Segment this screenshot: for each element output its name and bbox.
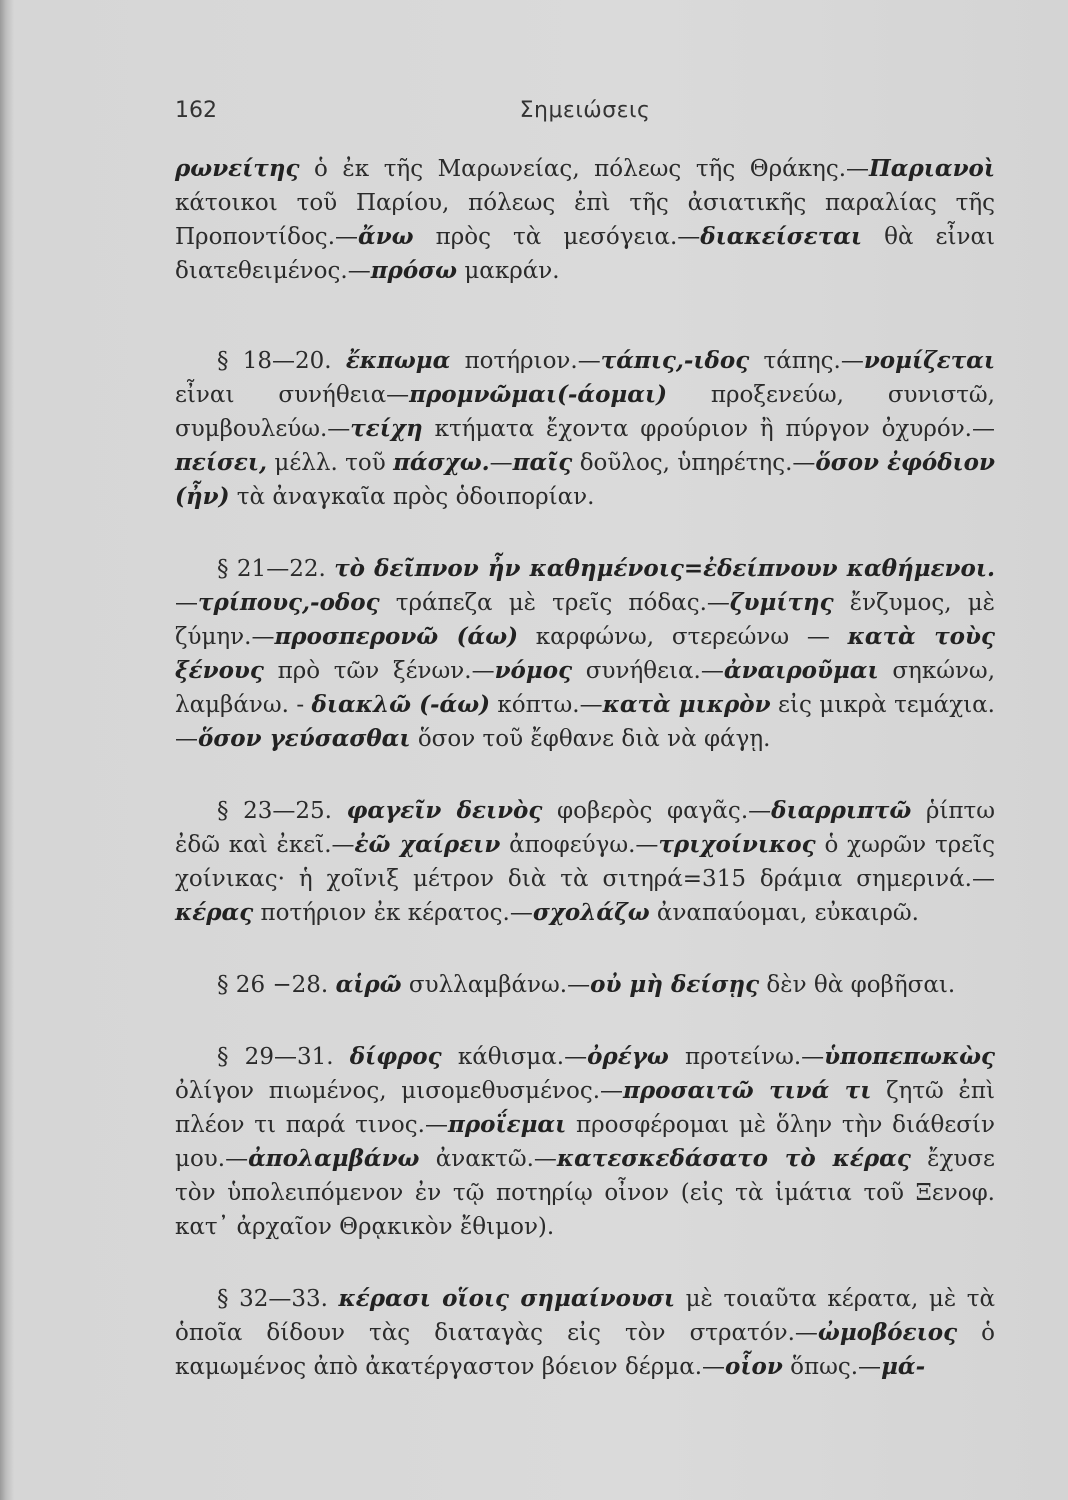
gloss-text: ὀλίγον πιωμένος, μισομεθυσμένος.— (175, 1078, 624, 1104)
gloss-text: ζητῶ ἐπὶ πλέον τι παρά τινος.— (175, 1078, 995, 1138)
glossed-term: νομίζεται (863, 347, 995, 374)
gloss-text: πρὸ τῶν ξένων.— (263, 658, 495, 684)
page-header (175, 98, 995, 132)
glossed-term: φαγεῖν δεινὸς (346, 797, 543, 824)
note-section-32-33 (175, 1282, 995, 1384)
gloss-text: μακράν. (457, 258, 560, 284)
page-number: 162 (175, 98, 217, 123)
glossed-term: προσπερονῶ (άω) (274, 623, 519, 650)
glossed-term: οἷον (725, 1353, 783, 1380)
glossed-term: διαρριπτῶ (771, 797, 912, 824)
gloss-text: εἶναι συνήθεια— (175, 382, 410, 408)
note-section-23-25 (175, 794, 995, 930)
glossed-term: κατὰ τοὺς ξένους (175, 623, 995, 684)
gloss-text: ποτήριον ἐκ κέρατος.— (253, 900, 533, 926)
glossed-term: ὠμοβόειος (817, 1319, 958, 1346)
glossed-term: μά- (881, 1353, 926, 1380)
glossed-term: ὀρέγω (587, 1043, 669, 1070)
note-section-18-20 (175, 344, 995, 514)
glossed-term: διακείσεται (700, 223, 863, 250)
glossed-term: ὅσον γεύσασθαι (198, 725, 411, 752)
glossed-term: τρίπους,-οδος (198, 589, 380, 616)
note-section-29-31 (175, 1040, 995, 1244)
gloss-text: συνήθεια.— (572, 658, 724, 684)
gloss-text: θὰ εἶναι διατεθειμένος.— (175, 224, 995, 284)
note-paragraph (175, 152, 995, 288)
glossed-term: ἔκπωμα (345, 347, 451, 374)
glossed-term: πείσει, (175, 449, 268, 476)
gloss-text: προτείνω.— (668, 1044, 825, 1070)
notes-body (175, 152, 995, 1422)
running-title: Σημειώσεις (519, 98, 651, 123)
gloss-text: μέλλ. τοῦ (267, 450, 394, 476)
gloss-text: κόπτω.— (490, 692, 603, 718)
gloss-text: § 21—22. (217, 556, 335, 582)
gloss-text: συλλαμβάνω.— (401, 972, 591, 998)
note-section-26-28 (175, 968, 995, 1002)
gloss-text: ποτήριον.— (450, 348, 601, 374)
gloss-text: τὰ ἀναγκαῖα πρὸς ὁδοιπορίαν. (229, 484, 595, 510)
glossed-term: δίφρος (349, 1043, 442, 1070)
gloss-text: ἔχυσε τὸν ὑπολειπόμενον ἐν τῷ ποτηρίῳ οἶνον (εἰς τὰ ἱμάτια τοῦ Ξενοφ. κατ᾽ ἀρχαῖον Θρᾳκικὸν ἔθιμον). (175, 1146, 995, 1240)
glossed-term: προσαιτῶ τινά τι (623, 1077, 872, 1104)
glossed-term: ρωνείτης (175, 155, 300, 182)
glossed-term: ἀναιροῦμαι (723, 657, 879, 684)
glossed-term: πρόσω (370, 257, 458, 284)
glossed-term: Παριανοὶ (869, 155, 995, 182)
gloss-text: σηκώνω, λαμβάνω. - (175, 658, 995, 718)
glossed-term: κατὰ μικρὸν (602, 691, 771, 718)
glossed-term: κατεσκεδάσατο τὸ κέρας (556, 1145, 911, 1172)
glossed-term: προμνῶμαι(-άομαι) (409, 381, 667, 408)
glossed-term: ἐῶ χαίρειν (354, 831, 501, 858)
gloss-text: ὁ χωρῶν τρεῖς χοίνικας· ἡ χοῖνιξ μέτρον διὰ τὰ σιτηρά=315 δράμια σημερινά.— (175, 832, 996, 892)
gloss-text: μὲ τοιαῦτα κέρατα, μὲ τὰ ὁποῖα δίδουν τὰς διαταγὰς εἰς τὸν στρατόν.— (175, 1286, 996, 1346)
gloss-text: κάτοικοι τοῦ Παρίου, πόλεως ἐπὶ τῆς ἀσιατικῆς παραλίας τῆς Προποντίδος.— (175, 190, 995, 250)
gloss-text: προσφέρομαι μὲ ὅλην τὴν διάθεσίν μου.— (175, 1112, 996, 1172)
gloss-text: εἰς μικρὰ τεμάχια.— (175, 692, 995, 752)
gloss-text: δοῦλος, ὑπηρέτης.— (572, 450, 816, 476)
glossed-term: οὐ μὴ δείσῃς (590, 971, 760, 998)
gloss-text: — (175, 590, 198, 616)
gloss-text: κάθισμα.— (441, 1044, 588, 1070)
gloss-text: πρὸς τὰ μεσόγεια.— (413, 224, 701, 250)
glossed-term: ἄνω (358, 223, 414, 250)
gloss-text: ἀναπαύομαι, εὐκαιρῶ. (649, 900, 919, 926)
gloss-text: § 18—20. (217, 348, 346, 374)
gloss-text: δὲν θὰ φοβῆσαι. (759, 972, 956, 998)
glossed-term: πάσχω. (393, 449, 490, 476)
gloss-text: ῥίπτω ἐδῶ καὶ ἐκεῖ.— (175, 798, 995, 858)
gloss-text: ὅσον τοῦ ἔφθανε διὰ νὰ φάγῃ. (410, 726, 771, 752)
glossed-term: διακλῶ (-άω) (311, 691, 491, 718)
glossed-term: προΐεμαι (447, 1111, 567, 1138)
glossed-term: τείχη (350, 415, 423, 442)
gloss-text: κτήματα ἔχοντα φρούριον ἢ πύργον ὀχυρόν.— (422, 416, 995, 442)
gloss-text: τάπης.— (749, 348, 864, 374)
gloss-text: προξενεύω, συνιστῶ, συμβουλεύω.— (175, 382, 995, 442)
glossed-term: σχολάζω (532, 899, 650, 926)
glossed-term: κέρας (175, 899, 254, 926)
glossed-term: τριχοίνικος (658, 831, 816, 858)
gloss-text: — (489, 450, 513, 476)
gloss-text: ὁ ἐκ τῆς Μαρωνείας, πόλεως τῆς Θράκης.— (299, 156, 870, 182)
gloss-text: § 32—33. (217, 1286, 339, 1312)
glossed-term: ὅσον ἐφόδιον (ἦν) (175, 449, 995, 510)
gloss-text: ἔνζυμος, μὲ ζύμην.— (175, 590, 995, 650)
glossed-term: τάπις,-ιδος (600, 347, 750, 374)
gloss-text: φοβερὸς φαγᾶς.— (542, 798, 772, 824)
gloss-text: § 23—25. (217, 798, 347, 824)
glossed-term: ἀπολαμβάνω (248, 1145, 420, 1172)
note-section-21-22 (175, 552, 995, 756)
gloss-text: τράπεζα μὲ τρεῖς πόδας.— (379, 590, 730, 616)
glossed-term: κέρασι οἵοις σημαίνουσι (338, 1285, 676, 1312)
gloss-text: καρφώνω, στερεώνω — (518, 624, 848, 650)
glossed-term: ὑποπεπωκὼς (824, 1043, 995, 1070)
gloss-text: § 29—31. (217, 1044, 350, 1070)
gloss-text: ὁ καμωμένος ἀπὸ ἀκατέργαστον βόειον δέρμα.— (175, 1320, 995, 1380)
glossed-term: τὸ δεῖπνον ἦν καθημένοις=ἐδείπνουν καθήμενοι. (334, 555, 995, 582)
gloss-text: ἀποφεύγω.— (500, 832, 659, 858)
glossed-term: ζυμίτης (729, 589, 834, 616)
gloss-text: § 26 −28. (217, 972, 336, 998)
gloss-text: ἀνακτῶ.— (419, 1146, 557, 1172)
gloss-text: ὅπως.— (782, 1354, 882, 1380)
glossed-term: παῖς (512, 449, 573, 476)
glossed-term: αἱρῶ (335, 971, 402, 998)
glossed-term: νόμος (494, 657, 573, 684)
